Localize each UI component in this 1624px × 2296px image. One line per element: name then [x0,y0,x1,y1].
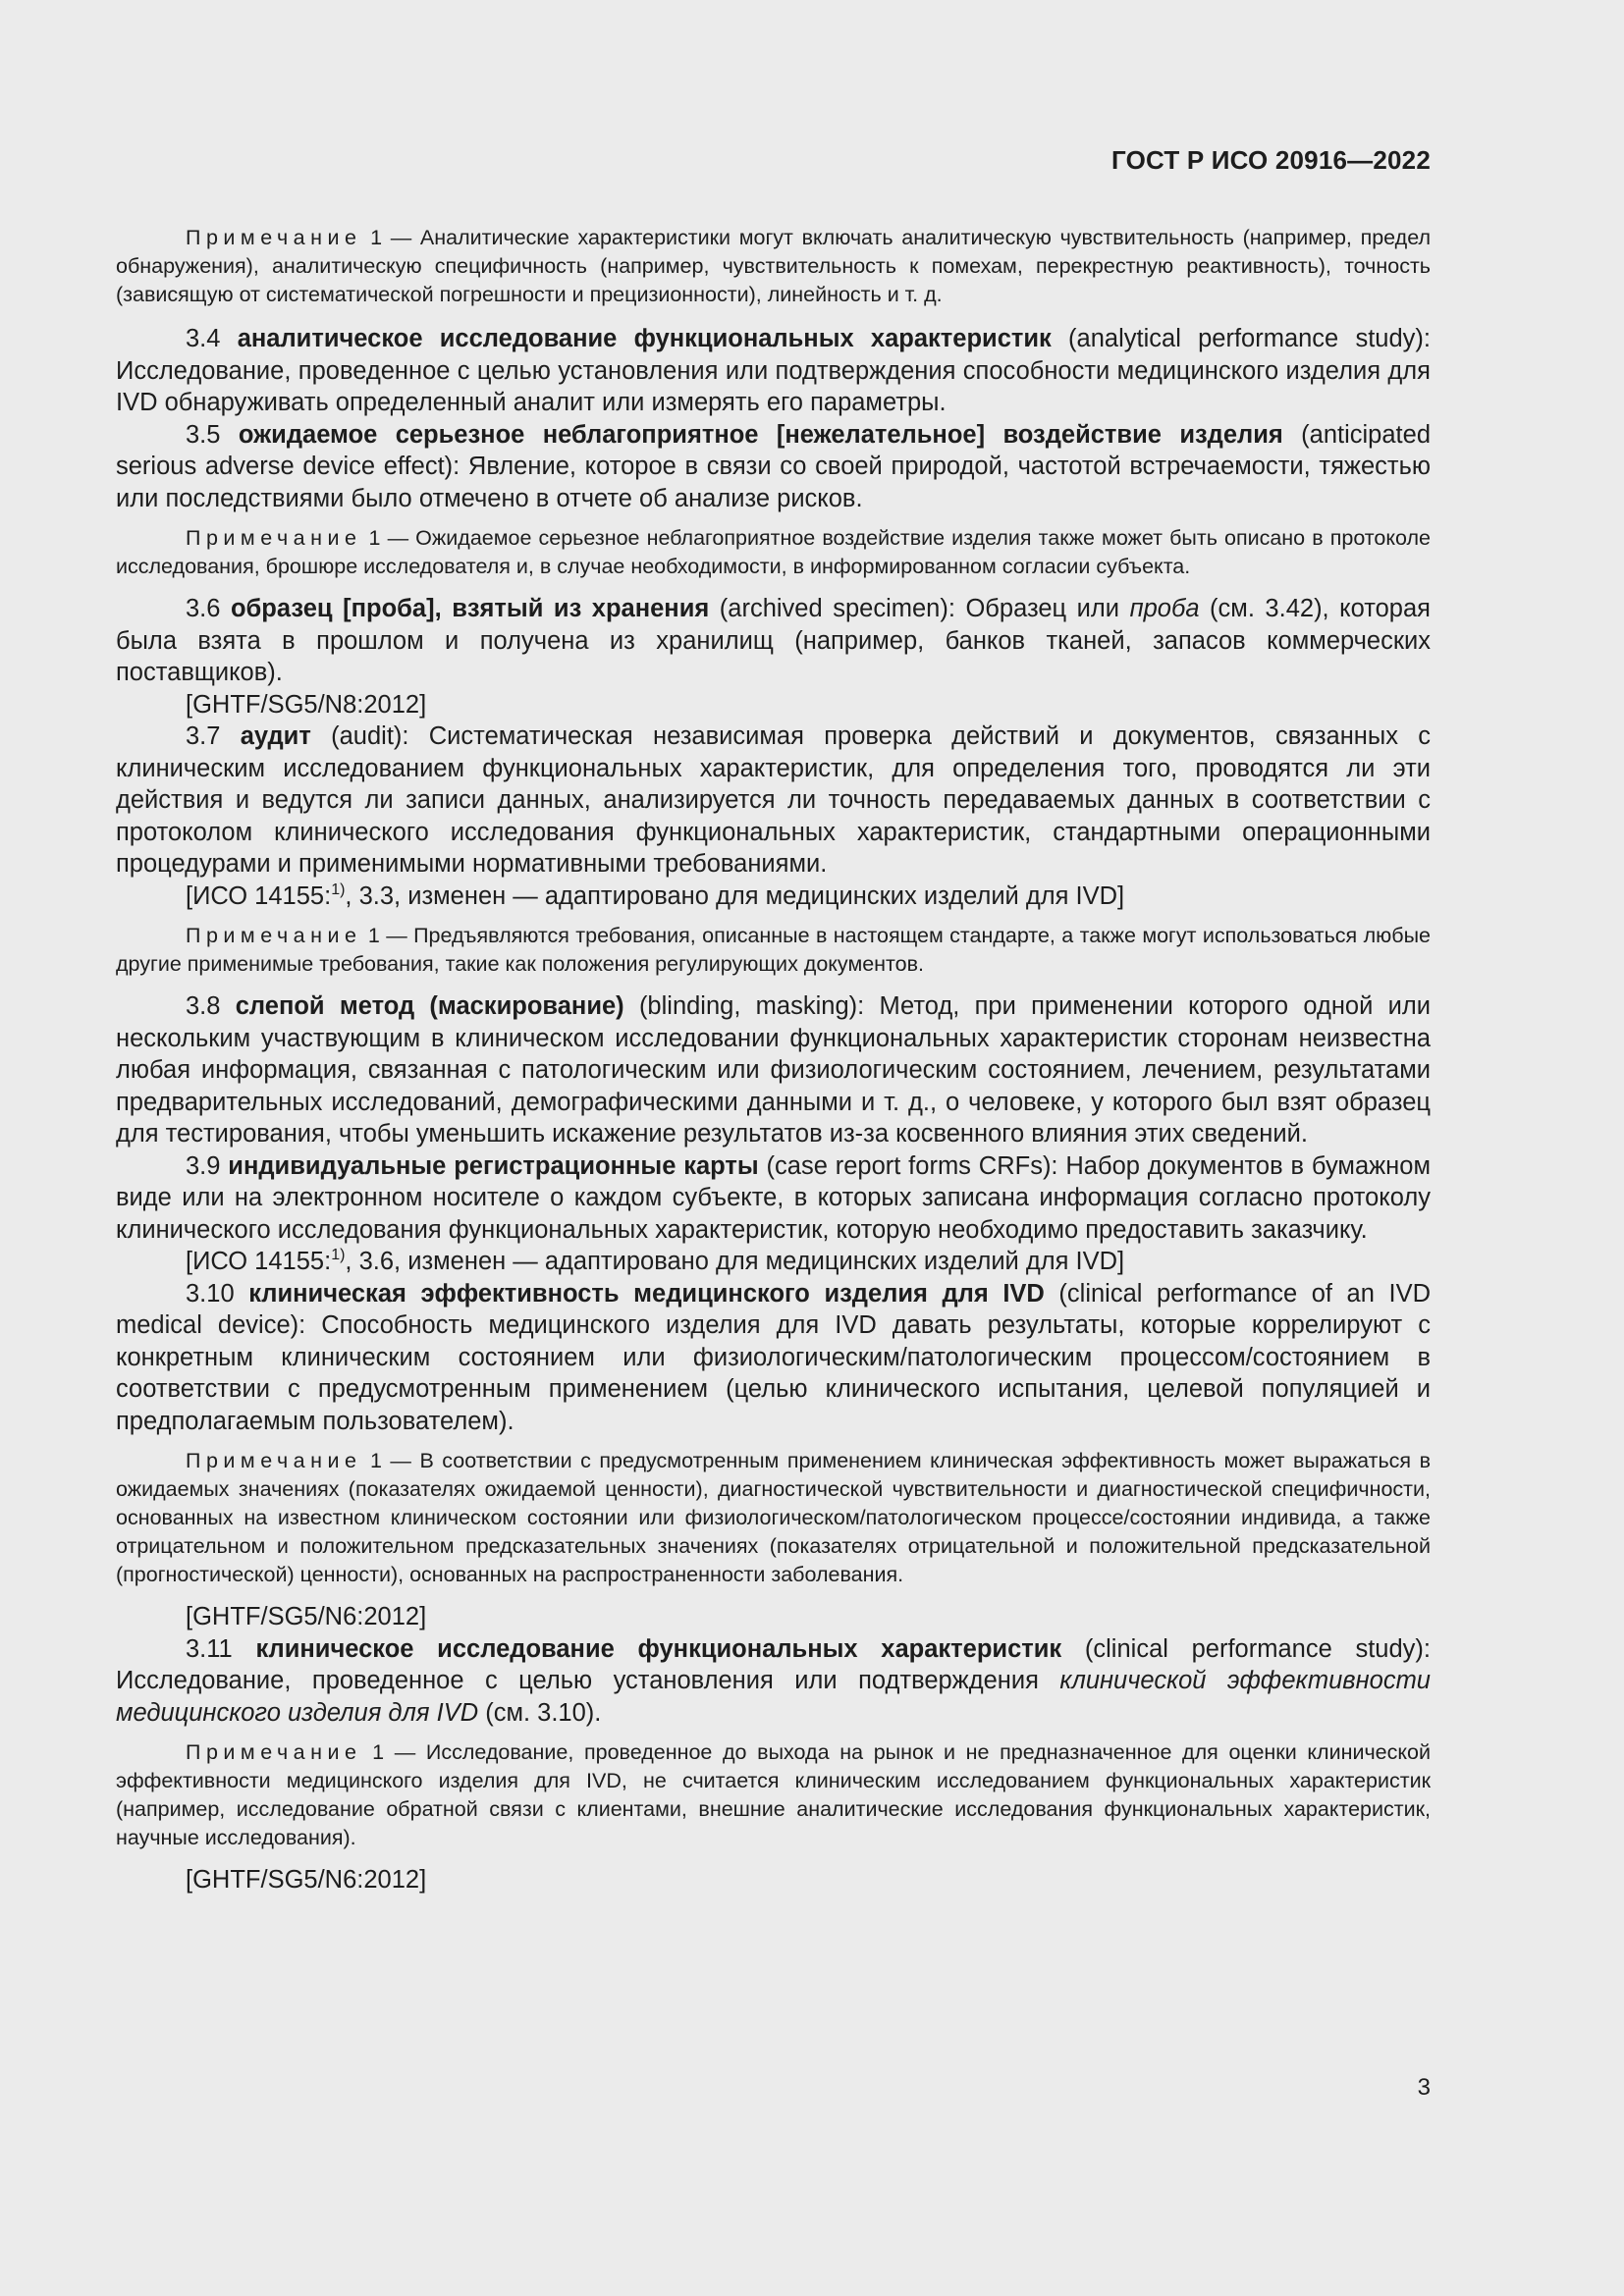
reference-3-7 [116,881,1431,913]
term-definition-part-b: (см. 3.10). [478,1698,602,1727]
note-label: Примечание [186,1740,362,1764]
note-3-5 [116,524,1431,581]
reference-3-9 [116,1246,1431,1278]
term-definition: (blinding, masking): Метод, при применении которого одной или нескольким участвующим в клиническом исследовании функциональных характеристик сторонам неизвестна любая информация, связанная с патологическим или физиологическим состоянием, лечением, результатами предварительных исследований, демографическими данными и т. д., о человеке, у которого был взят образец для тестирования, чтобы уменьшить искажение результатов из-за косвенного влияния этих сведений. [116,992,1431,1148]
term-3-9 [116,1150,1431,1247]
term-3-6 [116,593,1431,689]
note-label: Примечание [186,226,362,249]
term-3-5 [116,419,1431,515]
term-title: образец [проба], взятый из хранения [230,595,710,622]
term-definition: (case report forms CRFs): Набор документов в бумажном виде или на электронном носителе о каждом субъекте, в которых записана информация согласно протоколу клинического исследования функциональных характеристик, которую необходимо предоставить заказчику. [116,1151,1431,1244]
term-definition: (anticipated serious adverse device effect): Явление, которое в связи со своей природой, частотой встречаемости, тяжестью или последствиями было отмечено в отчете об анализе рисков. [116,420,1431,512]
reference-3-6: [GHTF/SG5/N8:2012] [186,690,427,719]
term-number: 3.10 [186,1279,249,1308]
reference-text: [ИСО 14155: [186,1248,332,1275]
term-title: аналитическое исследование функциональных характеристик [237,325,1052,352]
note-text: 1 — Предъявляются требования, описанные в настоящем стандарте, а также могут использоваться любые другие применимые требования, такие как положения регулирующих документов. [116,924,1431,976]
term-number: 3.4 [186,325,238,352]
term-number: 3.9 [186,1151,229,1180]
term-title: аудит [240,722,311,750]
note-label: Примечание [186,526,362,550]
note-label: Примечание [186,1449,362,1472]
standard-designation: ГОСТ Р ИСО 20916—2022 [1110,145,1431,175]
term-3-8 [116,990,1431,1150]
reference-text-tail: , 3.6, изменен — адаптировано для медицинских изделий для IVD] [345,1248,1125,1275]
note-3-11 [116,1738,1431,1852]
term-number: 3.6 [186,595,231,622]
note-label: Примечание [186,924,362,947]
term-3-7 [116,721,1431,881]
note-3-7 [116,922,1431,979]
term-number: 3.7 [186,722,241,750]
term-title: клиническая эффективность медицинского изделия для IVD [248,1279,1045,1308]
term-3-4 [116,323,1431,419]
term-definition-italic: клинической эффективности медицинского изделия для IVD [116,1667,1431,1727]
note-analytical-characteristics [116,224,1431,309]
note-text: 1 — Исследование, проведенное до выхода на рынок и не предназначенное для оценки клинической эффективности медицинского изделия для IVD, не считается клиническим исследованием функциональных характеристик (например, исследование обратной связи с клиентами, внешние аналитические исследования функциональных характеристик, научные исследования). [116,1740,1431,1849]
term-title: клиническое исследование функциональных характеристик [255,1634,1062,1663]
note-3-10 [116,1447,1431,1589]
term-number: 3.8 [186,992,236,1020]
term-definition-part-b: (см. 3.42), которая была взята в прошлом и получена из хранилищ (например, банков тканей, запасов коммерческих поставщиков). [116,595,1431,686]
reference-3-10: [GHTF/SG5/N6:2012] [186,1603,427,1630]
document-header [116,145,1431,176]
document-body [116,224,1431,1896]
reference-text-tail: , 3.3, изменен — адаптировано для медицинских изделий для IVD] [345,881,1125,910]
term-definition: (audit): Систематическая независимая проверка действий и документов, связанных с клиническим исследованием функциональных характеристик, для определения того, проводятся ли эти действия и ведутся ли записи данных, анализируется ли точность передаваемых данных в соответствии с протоколом клинического исследования функциональных характеристик, стандартными операционными процедурами и применимыми нормативными требованиями. [116,722,1431,878]
term-definition: (analytical performance study): Исследование, проведенное с целью установления или подтверждения способности медицинского изделия для IVD обнаруживать определенный аналит или измерять его параметры. [116,325,1431,416]
note-text: 1 — Аналитические характеристики могут включать аналитическую чувствительность (например, предел обнаружения), аналитическую специфичность (например, чувствительность к помехам, перекрестную реактивность), точность (зависящую от систематической погрешности и прецизионности), линейность и т. д. [116,226,1431,306]
term-title: слепой метод (маскирование) [235,992,624,1020]
note-text: 1 — Ожидаемое серьезное неблагоприятное воздействие изделия также может быть описано в протоколе исследования, брошюре исследователя и, в случае необходимости, в информированном согласии субъекта. [116,526,1431,578]
note-text: 1 — В соответствии с предусмотренным применением клиническая эффективность может выражаться в ожидаемых значениях (показателях ожидаемой ценности), диагностической чувствительности и диагностической специфичности, основанных на известном клиническом состоянии или физиологическом/патологическом процессе/состоянии индивида, а также отрицательном и положительном предсказательных значениях (показателях отрицательной и положительной предсказательной (прогностической) ценности), основанных на распространенности заболевания. [116,1449,1431,1586]
term-number: 3.11 [186,1634,256,1663]
term-3-10 [116,1278,1431,1438]
term-title: ожидаемое серьезное неблагоприятное [нежелательное] воздействие изделия [238,420,1283,449]
term-definition: (clinical performance of an IVD medical device): Способность медицинского изделия для IVD давать результаты, которые коррелируют с конкретным клиническим состоянием или физиологическим/патологическим процессом/состоянием в соответствии с предусмотренным применением (целью клинического испытания, целевой популяцией и предполагаемым пользователем). [116,1279,1431,1435]
reference-text: [ИСО 14155: [186,881,332,910]
term-title: индивидуальные регистрационные карты [228,1151,759,1180]
term-number: 3.5 [186,420,239,449]
reference-3-11: [GHTF/SG5/N6:2012] [186,1866,427,1894]
page-number: 3 [1417,2074,1431,2101]
footnote-marker: 1) [331,881,346,898]
term-3-11 [116,1633,1431,1730]
term-definition-part-a: (clinical performance study): Исследование, проведенное с целью установления или подтверждения [116,1634,1431,1694]
footnote-marker: 1) [331,1247,346,1263]
term-definition-part-a: (archived specimen): Образец или [709,595,1130,622]
term-definition-italic: проба [1129,595,1200,622]
